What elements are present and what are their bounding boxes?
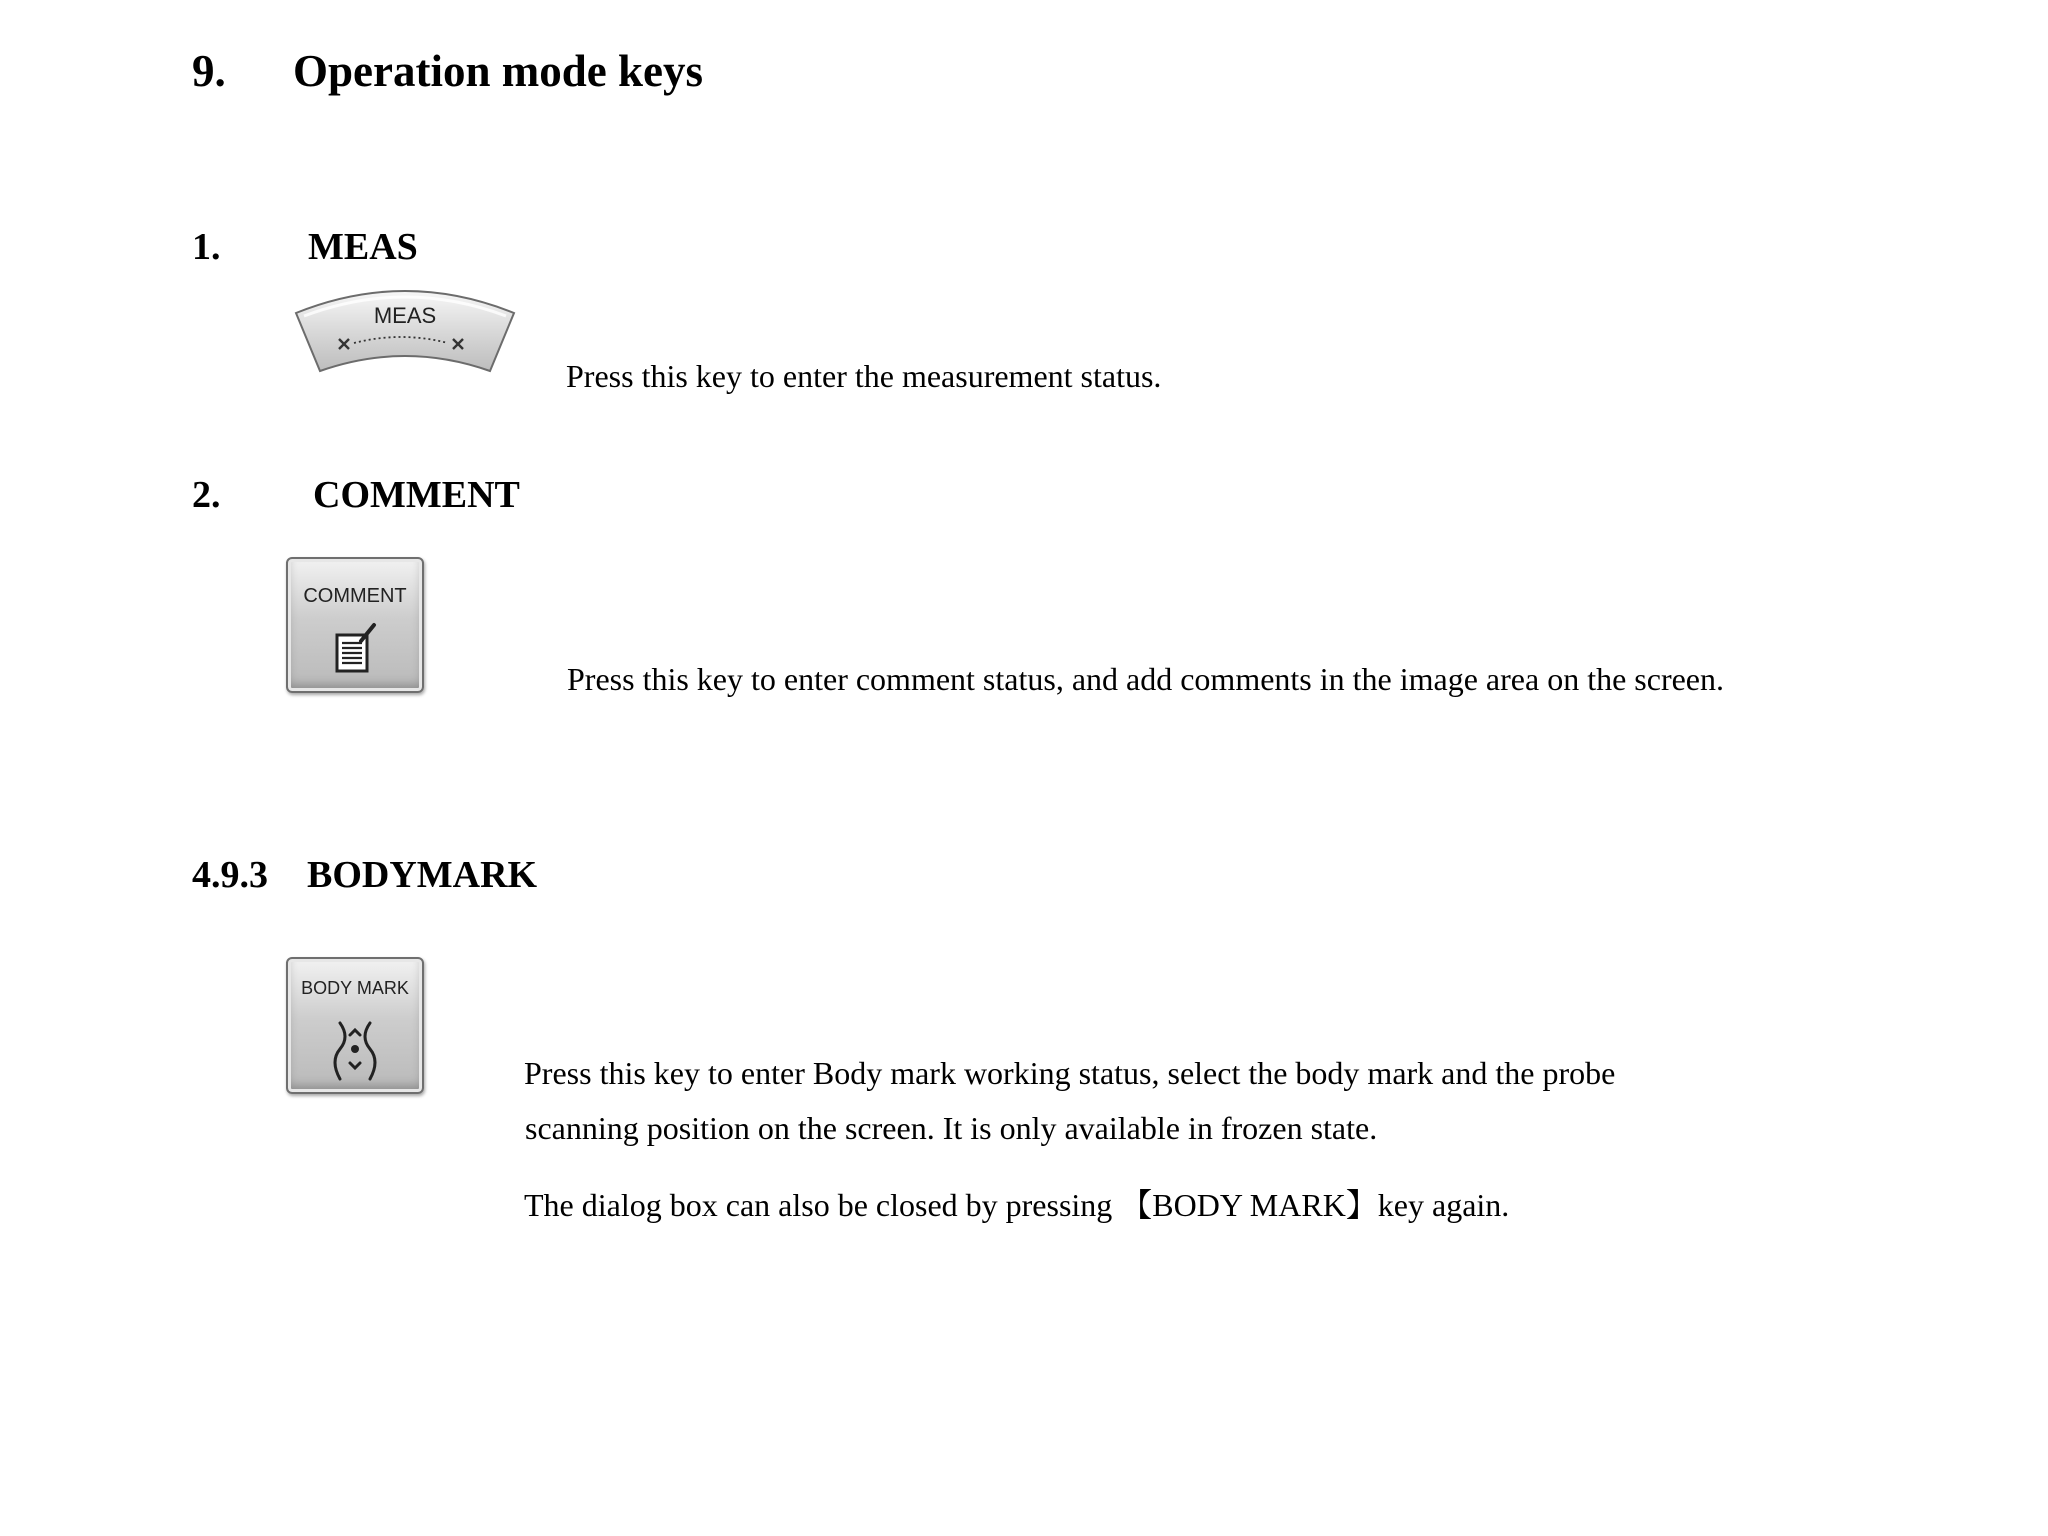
item-title-meas: MEAS [308, 226, 418, 268]
comment-description: Press this key to enter comment status, and add comments in the image area on the screen. [567, 661, 1724, 697]
meas-key-shape [290, 283, 520, 383]
meas-key [290, 283, 520, 383]
subsection-number: 4.9.3 [192, 854, 268, 896]
bodymark-key-label: BODY MARK [301, 978, 409, 998]
section-title: Operation mode keys [293, 46, 703, 96]
bodymark-description-line-1: Press this key to enter Body mark working status, select the body mark and the probe [524, 1055, 1616, 1091]
item-number-meas: 1. [192, 226, 221, 268]
meas-key-label: MEAS [373, 303, 437, 328]
body-outline-icon [328, 1019, 382, 1083]
bodymark-description-line-2: scanning position on the screen. It is only available in frozen state. [525, 1110, 1378, 1146]
bodymark-description-line-3: The dialog box can also be closed by pressing 【BODY MARK】key again. [524, 1187, 1510, 1223]
bodymark-key [286, 957, 424, 1094]
comment-key [286, 557, 424, 693]
item-number-comment: 2. [192, 474, 221, 516]
note-pencil-icon [331, 621, 379, 675]
section-number: 9. [192, 46, 226, 96]
item-title-comment: COMMENT [313, 474, 520, 516]
comment-key-label: COMMENT [303, 585, 407, 607]
meas-description: Press this key to enter the measurement status. [566, 358, 1162, 394]
subsection-title: BODYMARK [307, 854, 538, 896]
